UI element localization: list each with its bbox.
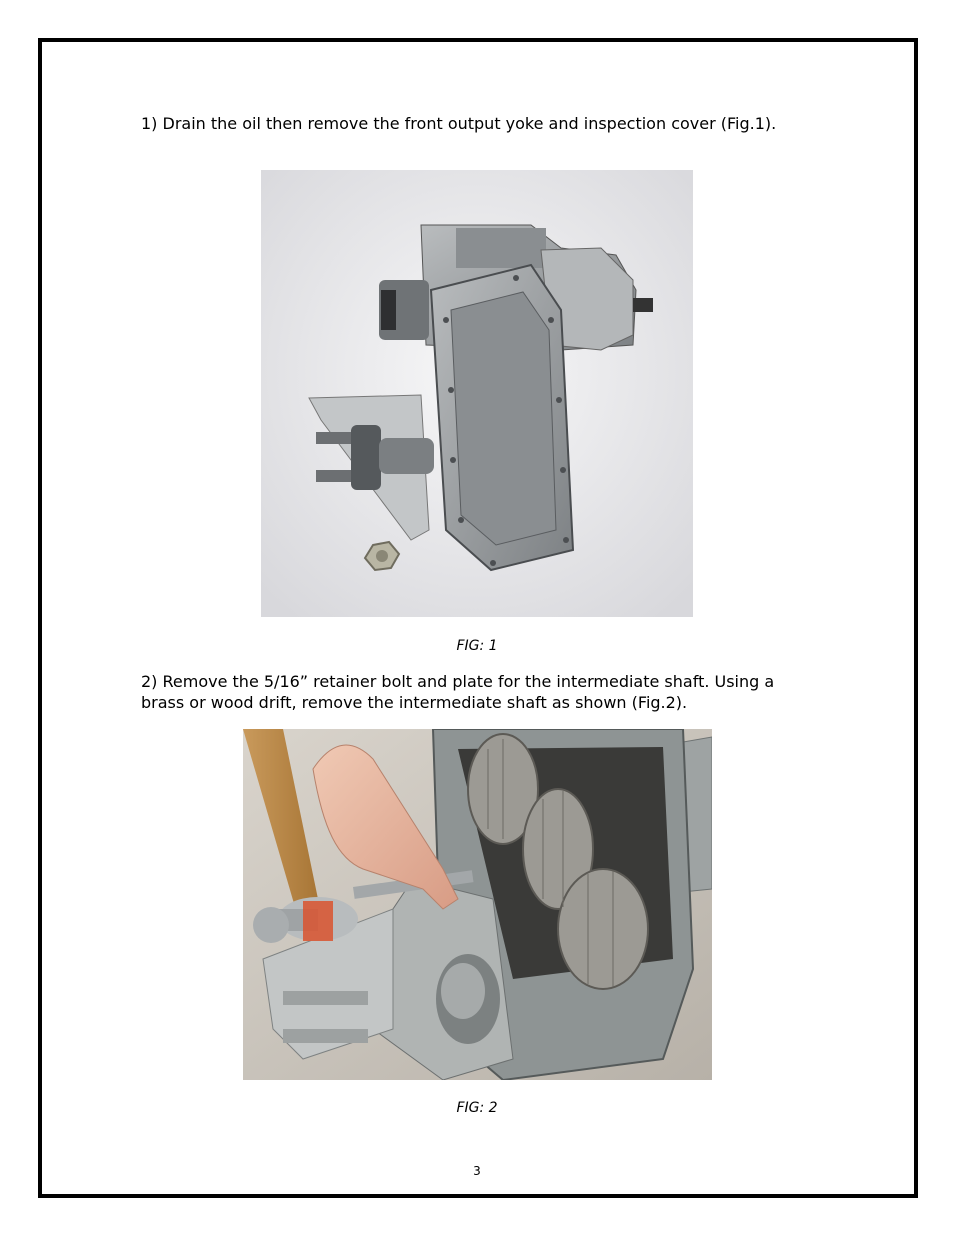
figure-2-photo xyxy=(243,729,712,1080)
figure-1-photo xyxy=(261,170,693,617)
figure-2-caption: FIG: 2 xyxy=(456,1100,498,1116)
step-1-text: 1) Drain the oil then remove the front output yoke and inspection cover (Fig.1). xyxy=(141,114,777,133)
figure-1-caption: FIG: 1 xyxy=(456,638,498,654)
step-2-text: 2) Remove the 5/16” retainer bolt and plate for the intermediate shaft. Using a brass or wood drift, remove the intermediate shaft as shown (Fig.2). xyxy=(141,672,775,712)
page-number: 3 xyxy=(473,1164,481,1178)
